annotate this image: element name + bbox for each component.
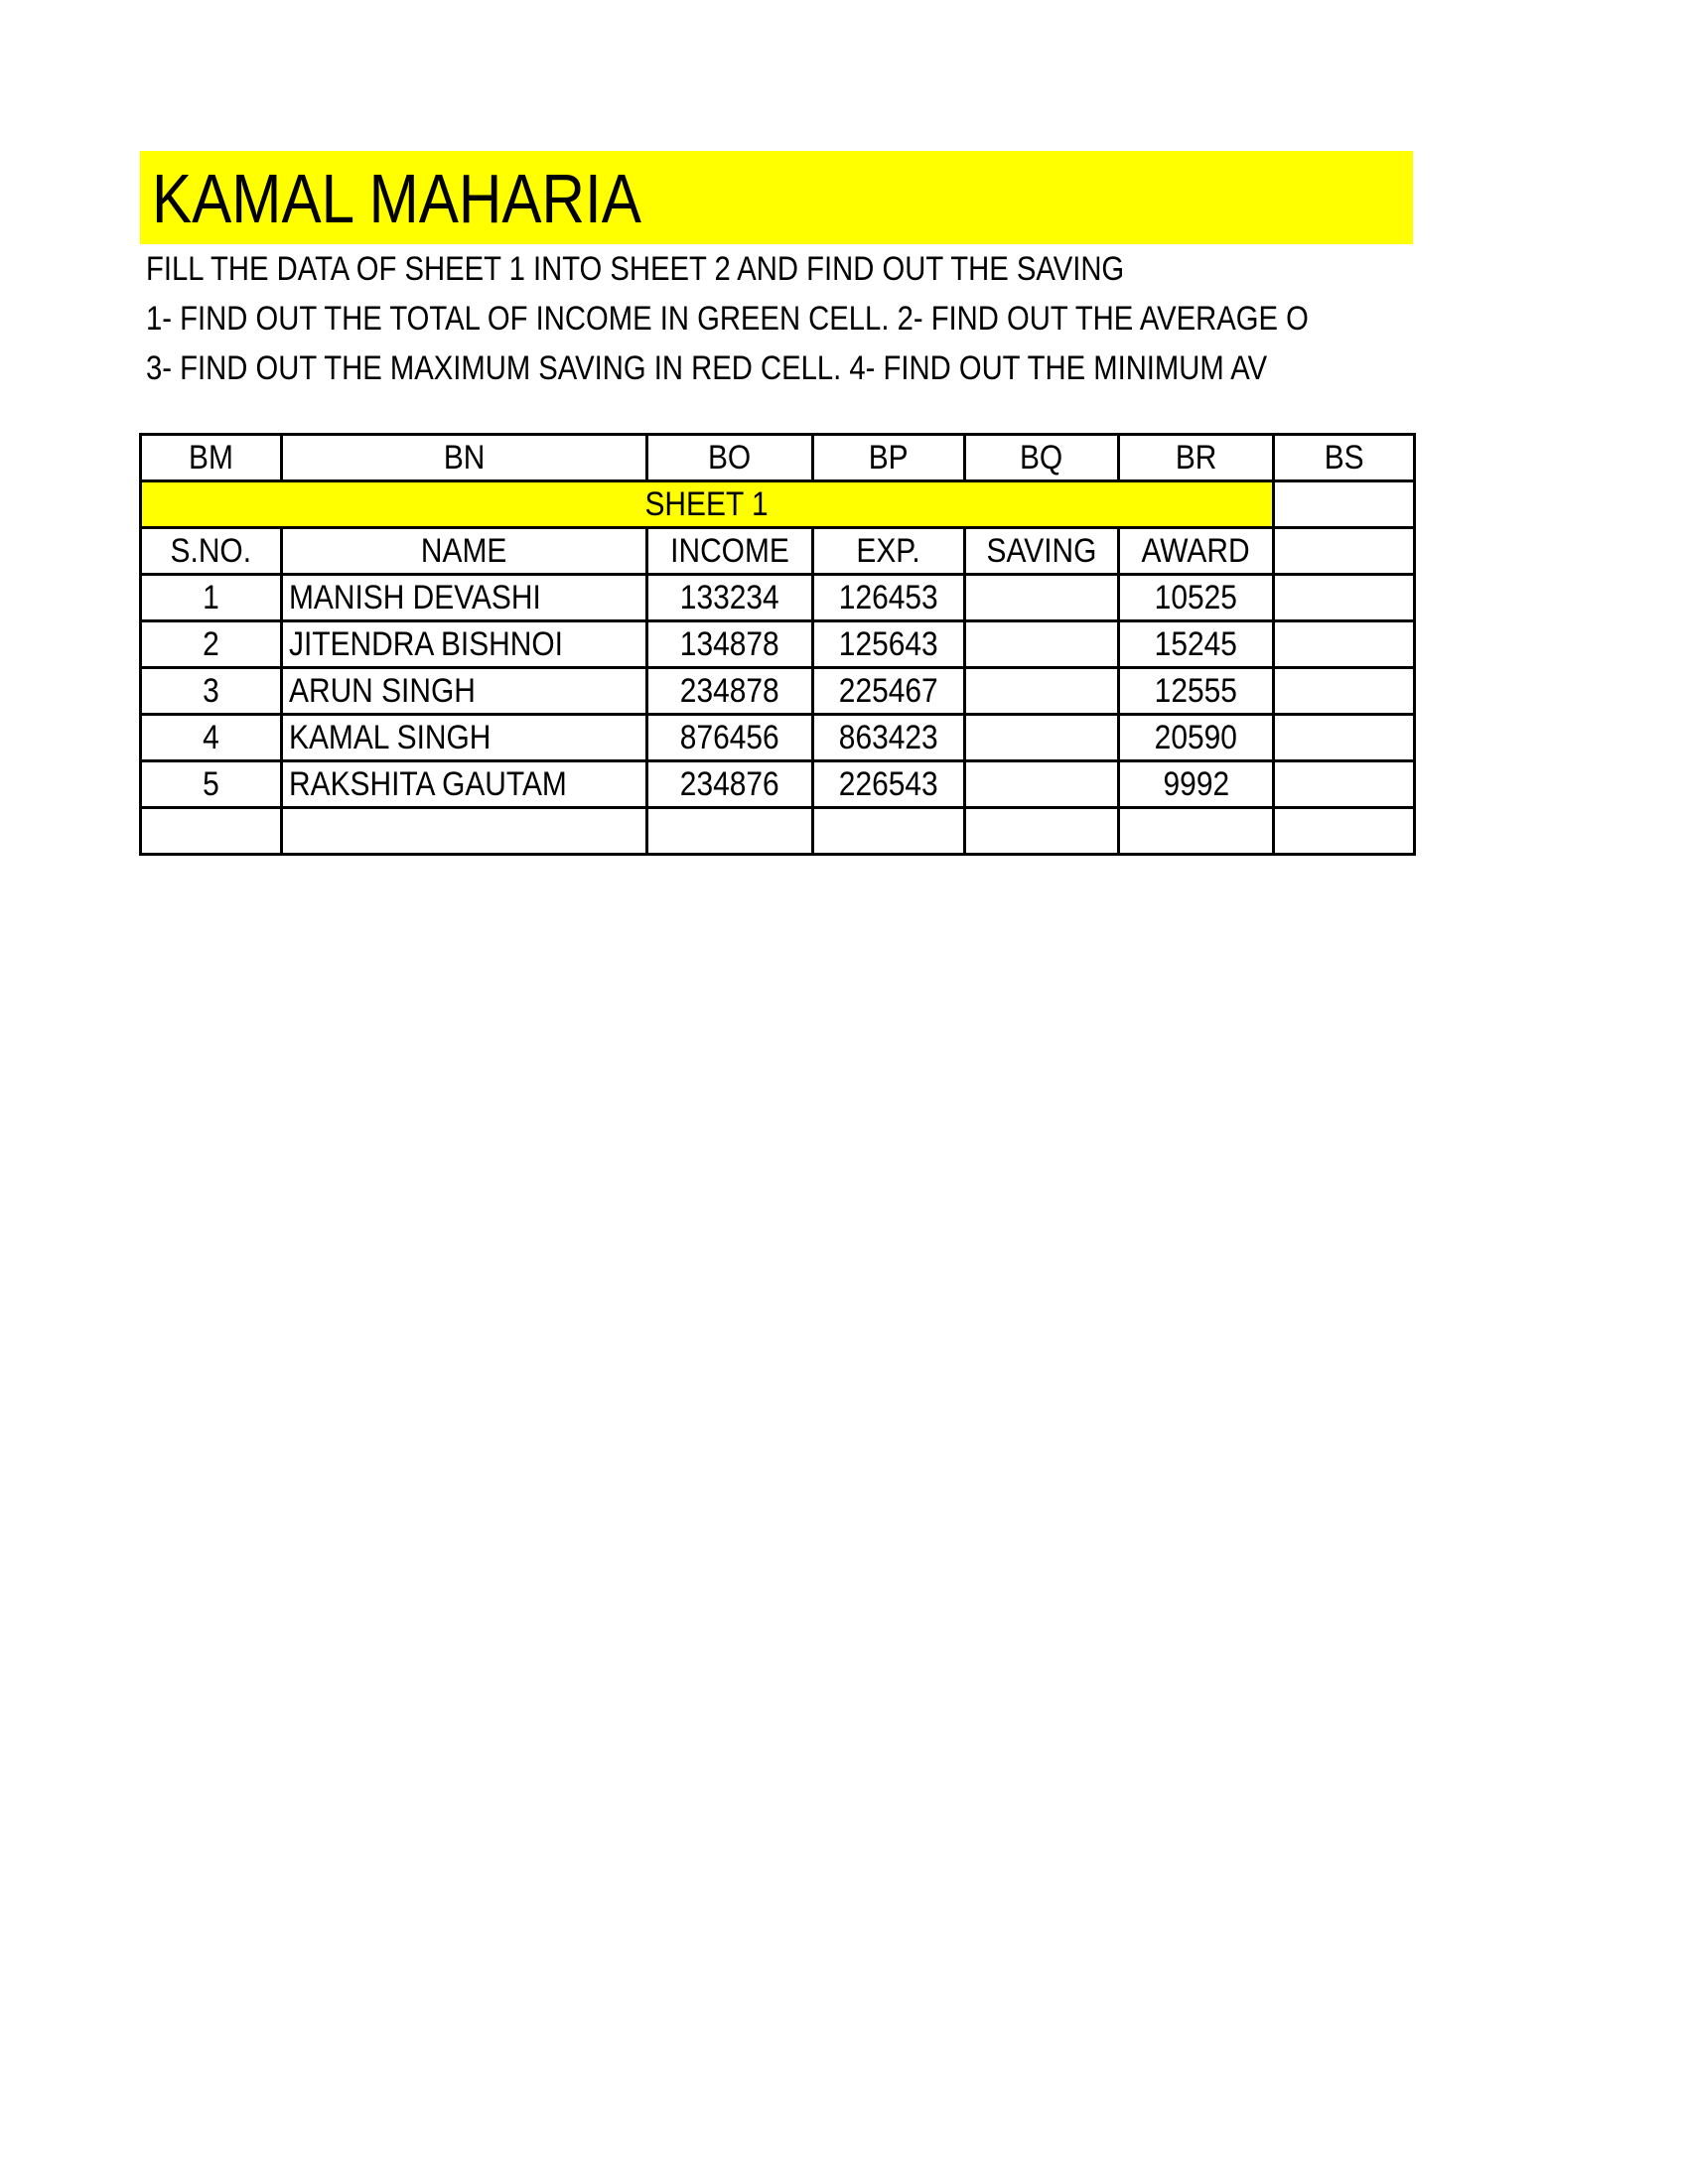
column-letter-bq[interactable]: BQ [965,435,1119,481]
cell-award[interactable]: 9992 [1119,761,1274,808]
table-row-empty [141,808,1415,855]
header-exp[interactable]: EXP. [813,528,965,575]
title-banner [140,151,1413,244]
table-row [141,575,1415,621]
cell-saving[interactable] [965,668,1119,715]
header-row [141,528,1415,575]
cell-extra[interactable] [1274,575,1415,621]
instruction-line-2: 1- FIND OUT THE TOTAL OF INCOME IN GREEN CELL. 2- FIND OUT THE AVERAGE O [146,300,1309,338]
sheet-label-row [141,481,1415,528]
cell-award[interactable]: 20590 [1119,715,1274,761]
cell-saving[interactable] [965,715,1119,761]
column-letter-bp[interactable]: BP [813,435,965,481]
header-saving[interactable]: SAVING [965,528,1119,575]
table-row [141,715,1415,761]
instructions [146,244,1413,393]
cell-income[interactable]: 876456 [647,715,813,761]
table-row [141,668,1415,715]
cell-sno[interactable]: 4 [141,715,282,761]
cell-income[interactable]: 234878 [647,668,813,715]
cell-name[interactable]: KAMAL SINGH [282,715,647,761]
cell-income[interactable] [647,808,813,855]
column-letter-bs[interactable]: BS [1274,435,1415,481]
cell-sno[interactable] [141,808,282,855]
cell-award[interactable]: 12555 [1119,668,1274,715]
cell-award[interactable] [1119,808,1274,855]
cell-income[interactable]: 234876 [647,761,813,808]
cell-saving[interactable] [965,761,1119,808]
instruction-line-3: 3- FIND OUT THE MAXIMUM SAVING IN RED CELL. 4- FIND OUT THE MINIMUM AV [146,349,1268,387]
cell-sno[interactable]: 3 [141,668,282,715]
cell-exp[interactable]: 863423 [813,715,965,761]
cell-exp[interactable]: 125643 [813,621,965,668]
cell-saving[interactable] [965,575,1119,621]
cell-award[interactable]: 15245 [1119,621,1274,668]
column-letter-bo[interactable]: BO [647,435,813,481]
column-letter-bm[interactable]: BM [141,435,282,481]
cell-name[interactable]: JITENDRA BISHNOI [282,621,647,668]
cell-extra[interactable] [1274,715,1415,761]
cell-name[interactable] [282,808,647,855]
sheet-label-cell[interactable]: SHEET 1 [141,481,1274,528]
page-title: KAMAL MAHARIA [152,160,641,237]
cell-name[interactable]: RAKSHITA GAUTAM [282,761,647,808]
header-income[interactable]: INCOME [647,528,813,575]
column-letter-bn[interactable]: BN [282,435,647,481]
header-extra[interactable] [1274,528,1415,575]
cell-sno[interactable]: 5 [141,761,282,808]
cell-extra[interactable] [1274,668,1415,715]
cell-name[interactable]: MANISH DEVASHI [282,575,647,621]
header-award[interactable]: AWARD [1119,528,1274,575]
table-row [141,761,1415,808]
cell-sno[interactable]: 2 [141,621,282,668]
instruction-line-1: FILL THE DATA OF SHEET 1 INTO SHEET 2 AND FIND OUT THE SAVING [146,250,1125,288]
column-letter-row [141,435,1415,481]
cell-exp[interactable]: 226543 [813,761,965,808]
cell-saving[interactable] [965,808,1119,855]
cell-exp[interactable] [813,808,965,855]
column-letter-br[interactable]: BR [1119,435,1274,481]
header-sno[interactable]: S.NO. [141,528,282,575]
table-row [141,621,1415,668]
cell-income[interactable]: 133234 [647,575,813,621]
header-name[interactable]: NAME [282,528,647,575]
cell-extra[interactable] [1274,621,1415,668]
sheet-label-empty-cell[interactable] [1274,481,1415,528]
cell-exp[interactable]: 225467 [813,668,965,715]
cell-income[interactable]: 134878 [647,621,813,668]
sheet-table [139,433,1416,856]
cell-name[interactable]: ARUN SINGH [282,668,647,715]
cell-award[interactable]: 10525 [1119,575,1274,621]
cell-saving[interactable] [965,621,1119,668]
cell-exp[interactable]: 126453 [813,575,965,621]
cell-extra[interactable] [1274,761,1415,808]
cell-sno[interactable]: 1 [141,575,282,621]
cell-extra[interactable] [1274,808,1415,855]
